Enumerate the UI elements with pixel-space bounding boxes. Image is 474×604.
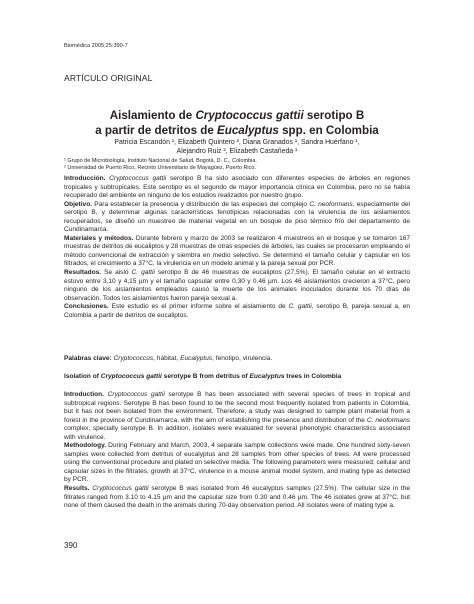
species-name: Cryptococcus gattii	[92, 485, 149, 493]
english-title-text: serotype B from detritus of	[161, 373, 250, 380]
authors-line-2: Alejandro Ruiz ², Elizabeth Castañeda ¹	[176, 147, 298, 155]
abstract-intro	[64, 175, 410, 201]
affiliation-1: ¹ Grupo de Microbiología, Instituto Nacional de Salud, Bogotá, D. C., Colombia.	[64, 158, 257, 164]
abstract-results	[64, 269, 410, 303]
english-abstract	[64, 391, 410, 511]
paragraph-text: , especialmente del serotipo B, y determinar algunas características fenotípicas relacionadas con la virulencia de los aislamientos recuperados, se diseñó un muestreo de material vegetal en un bosque de piso térmico frío del departamento de Cundinamarca.	[64, 200, 410, 234]
title-text: Aislamiento de	[109, 109, 196, 122]
paragraph-text: serotype B was isolated from 46 eucalyptus samples (27.5%). The cellular size in the filtrates ranged from 3.10 to 4.15 µm and the capsular size from 0.30 and 0.46 µm. The 46 isolates grew at 37°C, but none of them caused the death in the animals during 70-day observation period. All isolates were of mating type a.	[64, 485, 410, 510]
abstract-introduction	[64, 391, 410, 442]
section-heading: Methodology.	[64, 442, 107, 450]
article-title	[64, 108, 410, 138]
section-heading: Objetivo.	[64, 200, 93, 208]
paragraph-text: Durante febrero y marzo de 2003 se realizaron 4 muestreos en el bosque y se tomaron 167 muestras de detritos de eucaliptos y 28 muestras de otras especies de árboles, las cuales se procesaron empleando el método convencional de extracción y siembra en medio selectivo. Se determinó el tamaño celular y capsular en los filtrados, el crecimiento a 37°C, la virulencia en un modelo animal y la pareja sexual por PCR.	[64, 234, 411, 268]
title-species: Cryptococcus gattii	[195, 109, 304, 122]
section-heading: Materiales y métodos.	[64, 234, 134, 242]
english-title-text: trees in Colombia	[284, 373, 342, 380]
keyword-genus: Eucalyptus	[180, 355, 213, 362]
paragraph-text: serotipo B de 46 muestras de eucaliptos (27,5%). El tamaño celular en el extracto estuvo entre 3,10 y 4,15 µm y el tamaño capsular entre 0,30 y 0,46 µm. Los 46 aislamientos crecieron a 37°C, pero ninguno de los aislamientos empleados causó la muerte de los animales inoculados durante los 70 días de observación. Todos los aislamientos fueron pareja sexual a.	[64, 269, 410, 302]
section-heading: Introducción.	[64, 175, 106, 182]
title-text: serotipo B	[303, 109, 365, 122]
paragraph-text: Se aisló	[101, 269, 132, 277]
paragraph-text: Para establecer la presencia y distribución de las especies del complejo	[92, 200, 310, 208]
paragraph-text: serotipo B ha sido asociado con diferentes especies de árboles en regiones tropicales y subtropicales. Este serotipo es el segundo de mayor importancia clínica en Colombia, pero no se había recuperado del ambiente en ninguno de los estudios realizados por nuestro grupo.	[64, 175, 410, 200]
abstract-methodology	[64, 442, 410, 485]
section-heading: Results.	[64, 485, 90, 493]
keyword-text: , hábitat,	[153, 355, 181, 362]
english-title-text: Isolation of	[64, 373, 101, 380]
abstract-methods	[64, 235, 410, 269]
journal-reference: Biomédica 2005;25:390-7	[64, 43, 128, 49]
affiliations	[64, 158, 410, 173]
keyword-species: Cryptococcus	[113, 355, 154, 362]
paragraph-text: , serotipo B, pareja sexual a, en Colombia a partir de detritos de eucaliptos.	[64, 303, 411, 319]
section-heading: Conclusiones.	[64, 303, 109, 311]
abstract-conclusions	[64, 303, 410, 320]
species-name: C. gattii	[131, 269, 155, 277]
english-title	[64, 373, 410, 382]
species-name: C. neoformans	[366, 416, 410, 424]
title-text: spp. en Colombia	[278, 124, 379, 137]
authors-line-1: Patricia Escandón ¹, Elizabeth Quintero ², Diana Granados ¹, Sandra Huérfano ¹,	[114, 139, 360, 146]
paragraph-text: serotype B has been associated with several species of trees in tropical and subtropical regions. Serotype B has been found to be the second most frequently isolated from patients in Colombia, but it has not been isolated from the environment. Therefore, a study was designed to sample plant material from a forest in the province of Cundinamarca, with the aim of establishing the presence and distribution of the	[64, 391, 410, 424]
paragraph-text: complex, specially serotype B. In addition, isolates were evaluated for several phenotypic characteristics associated with virulence.	[64, 425, 410, 441]
species-name: Cryptococcus gattii	[109, 175, 167, 182]
abstract-objective	[64, 201, 410, 235]
title-text: a partir de detritos de	[95, 124, 218, 137]
keyword-text: , fenotipo, virulencia.	[212, 355, 273, 362]
species-name: Cryptococcus gattii	[107, 391, 165, 398]
abstract-results-en	[64, 485, 410, 511]
affiliation-2: ² Universidad de Puerto Rico, Recinto Universitario de Mayagüez, Puerto Rico.	[64, 165, 256, 172]
paragraph-text: Este estudio es el primer informe sobre el aislamiento de	[108, 303, 289, 311]
title-line-2	[64, 123, 410, 138]
keywords	[64, 355, 410, 364]
author-list	[64, 139, 410, 156]
paragraph-text: During February and March, 2003, 4 separate sample collections were made. One hundred sixty-seven samples were collected from detritus of eucalyptus and 28 samples from other species of trees. All were processed using the conventional procedure and plated on selective media. The following parameters were measured: cellular and capsular sizes in the filtrates, growth at 37°C, virulence in a mouse animal model system, and mating type as detected by PCR.	[64, 442, 410, 484]
keywords-label: Palabras clave:	[64, 355, 114, 362]
english-title-genus: Eucalyptus	[249, 373, 285, 380]
title-genus: Eucalyptus	[217, 124, 279, 137]
section-label: ARTÍCULO ORIGINAL	[64, 73, 153, 83]
page-number: 390	[64, 541, 78, 550]
section-heading: Introduction.	[64, 391, 105, 398]
species-name: C. gattii	[288, 303, 312, 311]
spanish-abstract	[64, 175, 410, 320]
title-line-1	[64, 108, 410, 123]
species-name: C. neoformans	[309, 200, 353, 208]
section-heading: Resultados.	[64, 269, 102, 277]
english-title-species: Cryptococcus gattii	[100, 373, 162, 380]
